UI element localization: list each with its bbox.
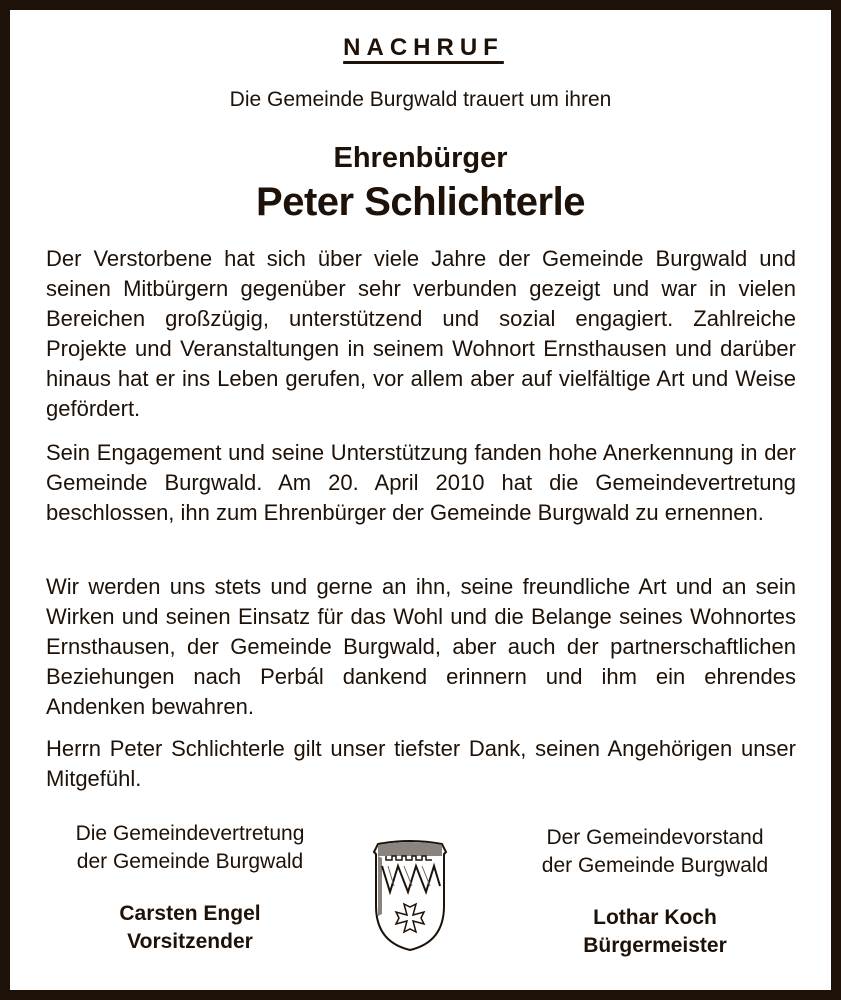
signature-left-role: Vorsitzender: [127, 930, 253, 953]
signature-right-line2: der Gemeinde Burgwald: [541, 854, 769, 877]
signature-left-name: Carsten Engel: [119, 902, 261, 925]
signature-left-person: [40, 900, 340, 956]
signature-right-line1: Der Gemeindevorstand: [546, 826, 764, 849]
signature-left-org: [40, 820, 340, 876]
signature-right-role: Bürgermeister: [583, 934, 727, 957]
coat-of-arms-icon: [370, 836, 450, 954]
paragraph-2: Sein Engagement und seine Unterstützung fanden hohe Anerkennung in der Gemeinde Burgwald. Am 20. April 2010 hat die Gemeindevertretung beschlossen, ihn zum Ehrenbürger der Gemeinde Burgwald zu ernennen.: [46, 440, 796, 525]
signature-left-line1: Die Gemeindevertretung: [75, 822, 305, 845]
signature-right-name: Lothar Koch: [593, 906, 717, 929]
paragraph-4: Herrn Peter Schlichterle gilt unser tiefster Dank, seinen Angehörigen unser Mitgefühl.: [46, 736, 796, 791]
obituary-notice: [10, 10, 831, 990]
paragraph-3: Wir werden uns stets und gerne an ihn, seine freundliche Art und an sein Wirken und seinen Einsatz für das Wohl und die Belange seines Wohnortes Ernsthausen, der Gemeinde Burgwald, aber auch der partnerschaftlichen Beziehungen nach Perbál dankend erinnern und ihm ein ehrendes Andenken bewahren.: [46, 574, 796, 719]
intro-line: Die Gemeinde Burgwald trauert um ihren: [229, 88, 612, 111]
paragraph-1: Der Verstorbene hat sich über viele Jahre der Gemeinde Burgwald und seinen Mitbürgern gegenüber sehr verbunden gezeigt und war in vielen Bereichen großzügig, unterstützend und sozial engagiert. Zahlreiche Projekte und Veranstaltungen in seinem Wohnort Ernsthausen und darüber hinaus hat er ins Leben gerufen, vor allem aber auf vielfältige Art und Weise gefördert.: [46, 246, 796, 421]
signature-right-person: [500, 904, 810, 960]
notice-heading-text: NACHRUF: [343, 34, 504, 61]
honorary-title: Ehrenbürger: [333, 142, 508, 174]
notice-heading: [10, 34, 831, 62]
signature-left-line2: der Gemeinde Burgwald: [76, 850, 304, 873]
signature-right-org: [500, 824, 810, 880]
deceased-name: Peter Schlichterle: [256, 180, 585, 224]
